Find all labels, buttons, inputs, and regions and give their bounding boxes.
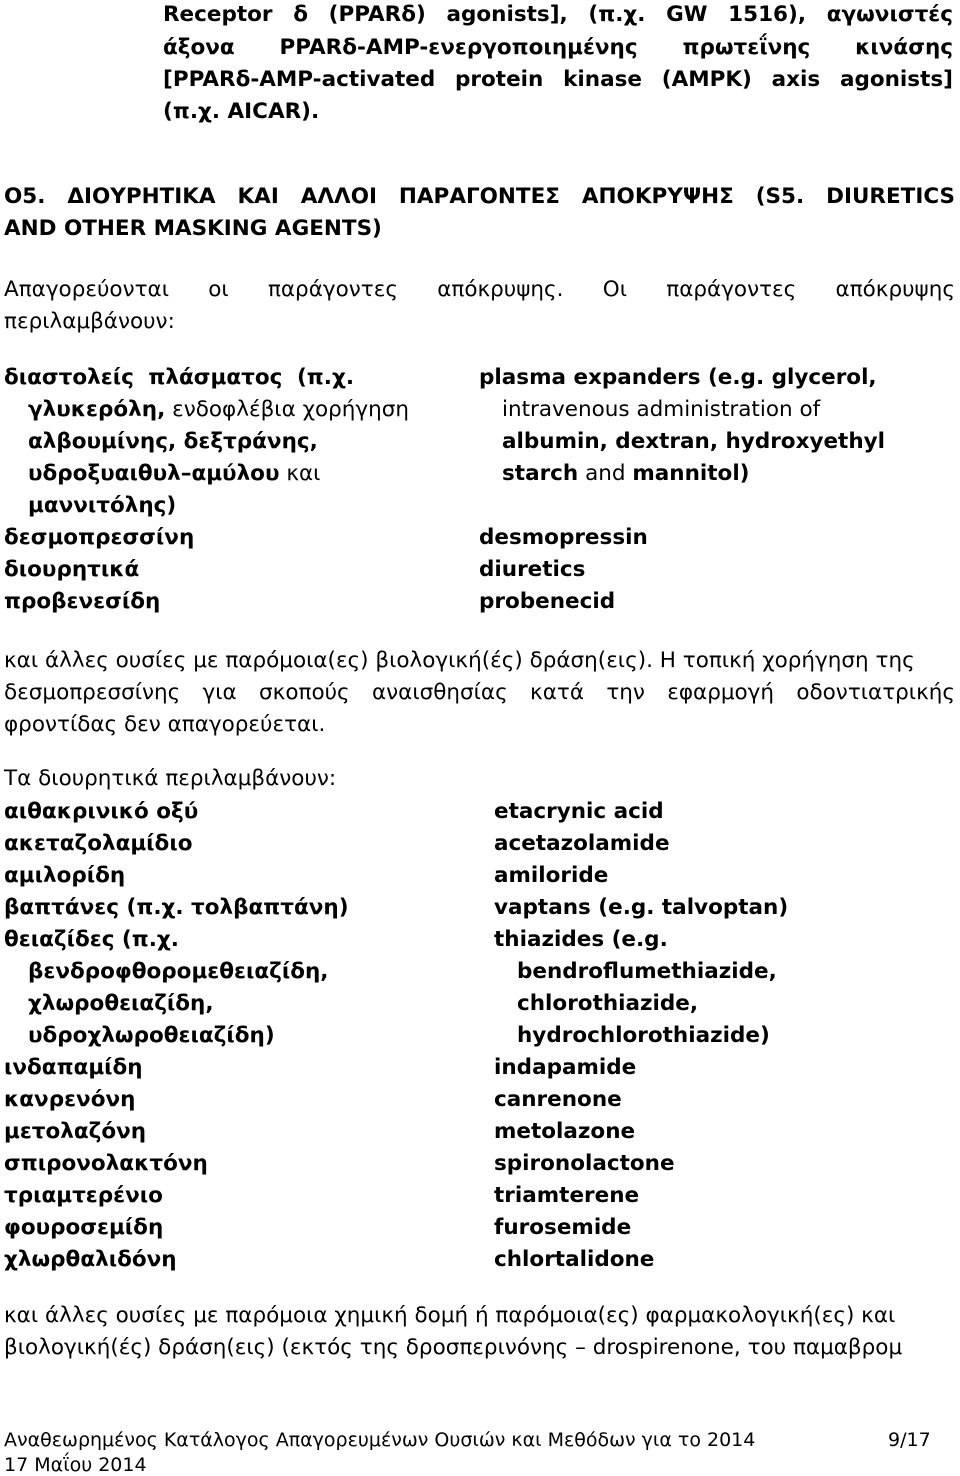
top-line-3: [PPARδ-AMP-activated protein kinase (AMPK) axis agonists] bbox=[163, 67, 953, 92]
and-greek: και bbox=[279, 461, 321, 486]
masking-english-line-3: albumin, dextran, hydroxyethyl bbox=[502, 429, 886, 454]
masking-greek-line-1: διαστολείς πλάσματος (π.χ. bbox=[4, 365, 354, 390]
diuretic-greek-item: χλωροθειαζίδη, bbox=[28, 991, 214, 1016]
diuretic-greek-item: φουροσεμίδη bbox=[4, 1215, 164, 1240]
diuretic-greek-item: ινδαπαμίδη bbox=[4, 1055, 143, 1080]
iv-admin-greek: ενδοφλέβια χορήγηση bbox=[165, 397, 410, 422]
masking-greek-desmopressin: δεσμοπρεσσίνη bbox=[4, 525, 195, 550]
diuretic-english-item: chlorothiazide, bbox=[517, 991, 699, 1016]
diuretic-greek-item: τριαμτερένιο bbox=[4, 1183, 163, 1208]
diuretic-english-item: triamterene bbox=[494, 1183, 640, 1208]
para2-line-1: και άλλες ουσίες με παρόμοια χημική δομή ή παρόμοια(ες) φαρμακολογική(ες) και bbox=[4, 1303, 896, 1328]
intro-line-1: Απαγορεύονται οι παράγοντες απόκρυψης. Οι παράγοντες απόκρυψης bbox=[4, 277, 955, 302]
diuretic-english-item: chlortalidone bbox=[494, 1247, 655, 1272]
section-heading-line-1: O5. ΔΙΟΥΡΗΤΙΚΑ ΚΑΙ ΑΛΛΟΙ ΠΑΡΑΓΟΝΤΕΣ ΑΠΟΚΡΥΨΗΣ (S5. DIURETICS bbox=[4, 184, 955, 209]
diuretic-greek-item: αμιλορίδη bbox=[4, 863, 126, 888]
footer-title: Αναθεωρημένος Κατάλογος Απαγορευμένων Ουσιών και Μεθόδων για το 2014 bbox=[4, 1429, 756, 1451]
diuretic-english-item: furosemide bbox=[494, 1215, 632, 1240]
masking-english-line-1: plasma expanders (e.g. glycerol, bbox=[479, 365, 877, 390]
footer-date: 17 Μαΐου 2014 bbox=[4, 1454, 147, 1476]
masking-greek-line-5: μαννιτόλης) bbox=[28, 493, 177, 518]
diuretic-english-item: bendroflumethiazide, bbox=[517, 959, 777, 984]
section-heading-line-2: AND OTHER MASKING AGENTS) bbox=[4, 216, 382, 241]
hydroxyethyl-starch-greek: υδροξυαιθυλ–αμύλου bbox=[28, 461, 280, 486]
starch-english: starch bbox=[502, 461, 579, 486]
and-english: and bbox=[578, 461, 633, 486]
diuretic-greek-item: βενδροφθορομεθειαζίδη, bbox=[28, 959, 329, 984]
diuretic-english-item: indapamide bbox=[494, 1055, 637, 1080]
top-line-2: άξονα PPARδ-AMP-ενεργοποιημένης πρωτεΐνης κινάσης bbox=[163, 35, 953, 60]
diuretic-english-item: spironolactone bbox=[494, 1151, 675, 1176]
masking-english-diuretics: diuretics bbox=[479, 557, 586, 582]
masking-greek-line-3: αλβουμίνης, δεξτράνης, bbox=[28, 429, 318, 454]
diuretic-greek-item: μετολαζόνη bbox=[4, 1119, 147, 1144]
diuretic-english-item: acetazolamide bbox=[494, 831, 670, 856]
masking-greek-line-2 bbox=[28, 399, 409, 421]
diuretic-greek-item: αιθακρινικό οξύ bbox=[4, 799, 199, 824]
masking-greek-line-4 bbox=[28, 463, 320, 485]
masking-greek-diuretics: διουρητικά bbox=[4, 557, 140, 582]
mannitol-english: mannitol) bbox=[632, 461, 750, 486]
top-line-1: Receptor δ (PPARδ) agonists], (π.χ. GW 1516), αγωνιστές bbox=[163, 2, 953, 27]
para1-line-1: και άλλες ουσίες με παρόμοια(ες) βιολογική(ές) δράση(εις). Η τοπική χορήγηση της bbox=[4, 648, 915, 673]
top-line-4: (π.χ. AICAR). bbox=[163, 99, 320, 124]
masking-english-line-4 bbox=[502, 463, 750, 485]
masking-english-line-2: intravenous administration of bbox=[502, 397, 821, 422]
diuretic-english-item: canrenone bbox=[494, 1087, 622, 1112]
diuretic-greek-item: σπιρονολακτόνη bbox=[4, 1151, 208, 1176]
masking-english-desmopressin: desmopressin bbox=[479, 525, 648, 550]
diuretic-english-item: amiloride bbox=[494, 863, 609, 888]
diuretic-greek-item: βαπτάνες (π.χ. τολβαπτάνη) bbox=[4, 895, 349, 920]
diuretic-english-item: metolazone bbox=[494, 1119, 636, 1144]
masking-greek-probenecid: προβενεσίδη bbox=[4, 589, 161, 614]
footer-page-number: 9/17 bbox=[888, 1429, 931, 1451]
para2-line-2: βιολογική(ές) δράση(εις) (εκτός της δροσπερινόνης – drospirenone, του παμαβρομ bbox=[4, 1335, 903, 1360]
masking-english-probenecid: probenecid bbox=[479, 589, 616, 614]
para1-line-2: δεσμοπρεσσίνης για σκοπούς αναισθησίας κατά την εφαρμογή οδοντιατρικής bbox=[4, 680, 955, 705]
intro-line-2: περιλαμβάνουν: bbox=[4, 309, 175, 334]
diuretic-greek-item: ακεταζολαμίδιο bbox=[4, 831, 193, 856]
glycerol-greek: γλυκερόλη, bbox=[28, 397, 166, 422]
diuretic-greek-item: υδροχλωροθειαζίδη) bbox=[28, 1023, 275, 1048]
diuretic-greek-item: κανρενόνη bbox=[4, 1087, 136, 1112]
diuretic-greek-item: χλωρθαλιδόνη bbox=[4, 1247, 177, 1272]
diuretics-intro: Τα διουρητικά περιλαμβάνουν: bbox=[4, 766, 337, 791]
diuretic-english-item: vaptans (e.g. talvoptan) bbox=[494, 895, 789, 920]
para1-line-3: φροντίδας δεν απαγορεύεται. bbox=[4, 712, 326, 737]
diuretic-english-item: thiazides (e.g. bbox=[494, 927, 668, 952]
diuretic-greek-item: θειαζίδες (π.χ. bbox=[4, 927, 179, 952]
diuretic-english-item: hydrochlorothiazide) bbox=[517, 1023, 770, 1048]
diuretic-english-item: etacrynic acid bbox=[494, 799, 664, 824]
